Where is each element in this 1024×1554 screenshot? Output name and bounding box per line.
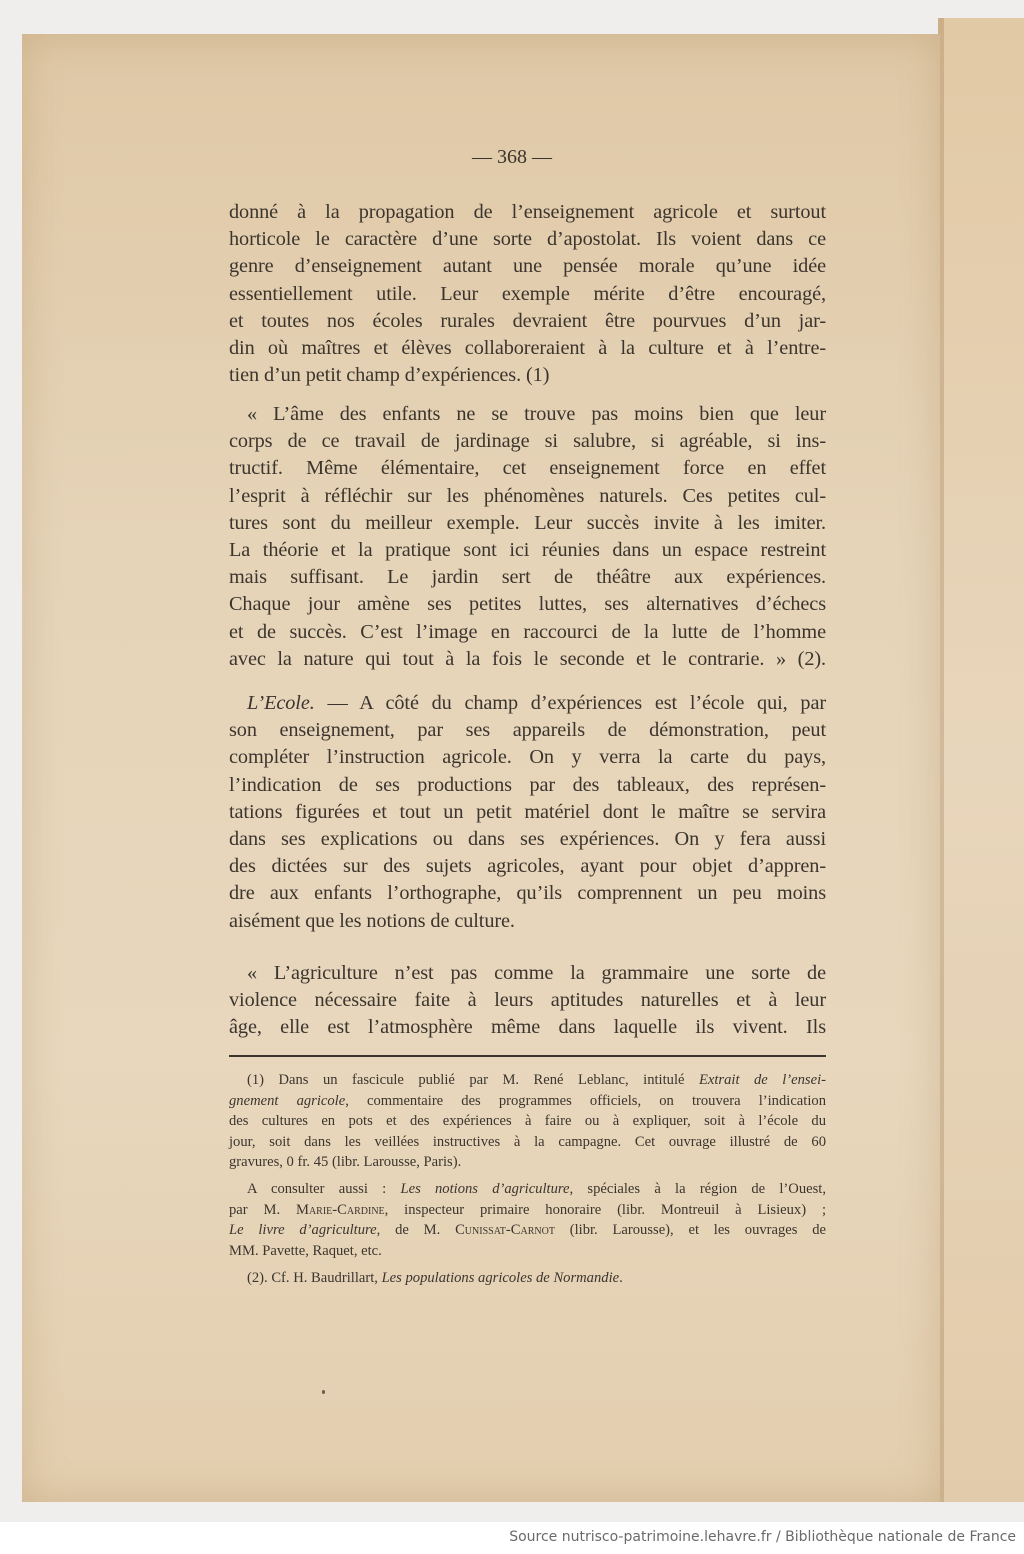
paragraph-1 <box>229 199 826 389</box>
text-line: tructif. Même élémentaire, cet enseignement force en effet <box>229 457 826 480</box>
paragraph-3-ecole <box>229 690 826 935</box>
text-line: violence nécessaire faite à leurs aptitudes naturelles et à leur <box>229 989 826 1012</box>
text-line: essentiellement utile. Leur exemple mérite d’être encouragé, <box>229 282 826 305</box>
text-line: horticole le caractère d’une sorte d’apostolat. Ils voient dans ce <box>229 228 826 251</box>
footnotes <box>229 1070 826 1289</box>
text-line: des dictées sur des sujets agricoles, ayant pour objet d’appren- <box>229 855 826 878</box>
text-line: donné à la propagation de l’enseignement agricole et surtout <box>229 201 826 223</box>
footnote-separator <box>229 1055 826 1057</box>
text-line: Chaque jour amène ses petites luttes, ses alternatives d’échecs <box>229 593 826 616</box>
text-line: dans ses explications ou dans ses expériences. On y fera aussi <box>229 828 826 851</box>
text-line: et toutes nos écoles rurales devraient être pourvues d’un jar- <box>229 309 826 332</box>
text-line: tien d’un petit champ d’expériences. (1) <box>229 364 550 387</box>
text-line: dre aux enfants l’orthographe, qu’ils comprennent un peu moins <box>229 882 826 905</box>
text-line: « L’âme des enfants ne se trouve pas moins bien que leur <box>247 403 826 425</box>
section-heading: L’Ecole. <box>247 692 315 714</box>
text-line: L’Ecole. — A côté du champ d’expériences est l’école qui, par <box>247 692 826 714</box>
page-number: — 368 — <box>472 146 552 168</box>
text-line: son enseignement, par ses appareils de démonstration, peut <box>229 719 826 742</box>
footnote-2: (2). Cf. H. Baudrillart, Les populations agricoles de Normandie. <box>247 1270 623 1287</box>
paragraph-2-quote <box>229 401 826 673</box>
ink-speck <box>322 1390 325 1394</box>
paragraph-4-quote <box>229 960 826 1042</box>
text-line: tations figurées et tout un petit matériel dont le maître se servira <box>229 800 826 823</box>
text-line: et de succès. C’est l’image en raccourci de la lutte de l’homme <box>229 620 826 643</box>
facing-page-edge <box>938 18 1024 1502</box>
footnote-1-continued: A consulter aussi : Les notions d’agriculture, spéciales à la région de l’Ouest, par M. Marie-Cardine, inspecteur primaire honoraire (libr. Montreuil à Lisieux) ; Le livre d’agriculture, de M. Cunissat-Carnot (libr. Larousse), et les ouvrages de MM. Pavette, Raquet, etc. <box>229 1180 827 1259</box>
text-line: « L’agriculture n’est pas comme la grammaire une sorte de <box>247 962 826 984</box>
text-line: l’esprit à réfléchir sur les phénomènes naturels. Ces petites cul- <box>229 484 826 507</box>
footnote-1: (1) Dans un fascicule publié par M. René Leblanc, intitulé Extrait de l’ensei- gnement agricole, commentaire des programmes officiels, on trouvera l’indication des cultures en pots et des expériences à faire ou à expliquer, soit à l’école du jour, soit dans les veillées instructives à la campagne. Cet ouvrage illustré de 60 gravures, 0 fr. 45 (libr. Larousse, Paris). <box>229 1072 826 1171</box>
text-line: La théorie et la pratique sont ici réunies dans un espace restreint <box>229 539 826 562</box>
text-line: din où maîtres et élèves collaboreraient à la culture et à l’entre- <box>229 337 826 360</box>
source-credit: Source nutrisco-patrimoine.lehavre.fr / Bibliothèque nationale de France <box>509 1529 1016 1545</box>
text-line: mais suffisant. Le jardin sert de théâtre aux expériences. <box>229 566 826 589</box>
text-line: avec la nature qui tout à la fois le seconde et le contrarie. » (2). <box>229 647 826 670</box>
text-line: aisément que les notions de culture. <box>229 909 515 932</box>
text-line: corps de ce travail de jardinage si salubre, si agréable, si ins- <box>229 430 826 453</box>
text-line: genre d’enseignement autant une pensée morale qu’une idée <box>229 255 826 278</box>
text-line: tures sont du meilleur exemple. Leur succès invite à les imiter. <box>229 511 826 534</box>
page-gutter-shadow <box>940 18 944 1502</box>
text-line: âge, elle est l’atmosphère même dans laquelle ils vivent. Ils <box>229 1016 826 1039</box>
text-line: compléter l’instruction agricole. On y verra la carte du pays, <box>229 746 826 769</box>
text-line: l’indication de ses productions par des tableaux, des représen- <box>229 773 826 796</box>
